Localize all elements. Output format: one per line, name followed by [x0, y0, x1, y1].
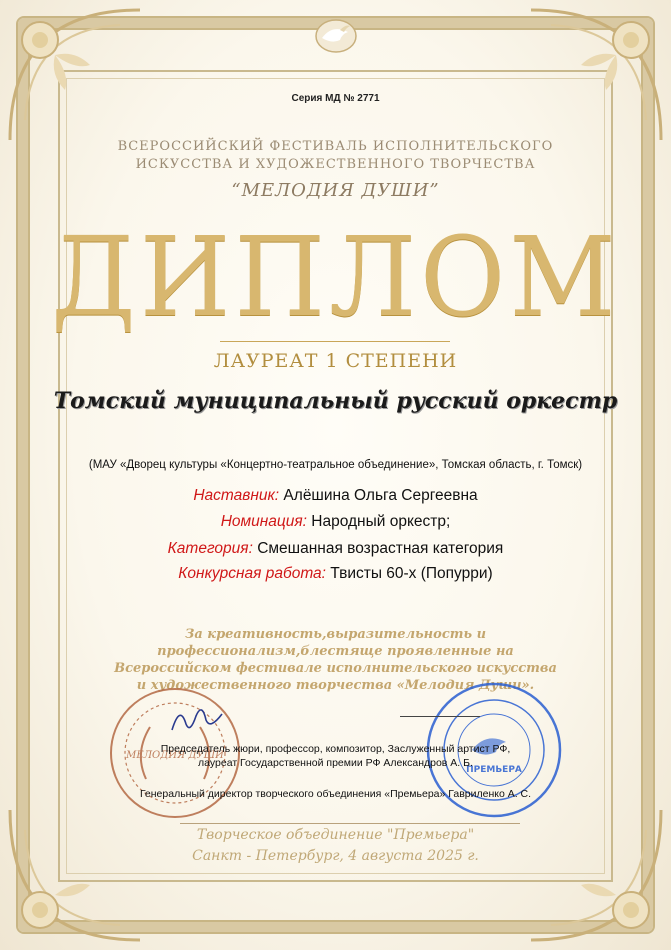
festival-line-2: ИСКУССТВА И ХУДОЖЕСТВЕННОГО ТВОРЧЕСТВА [135, 157, 536, 172]
chair-title: Председатель жюри, профессор, композитор, Заслуженный артист РФ, [160, 743, 511, 755]
recipient-name: Томский муниципальный русский оркестр [53, 388, 618, 414]
field-competition-work [0, 565, 671, 583]
field-category [0, 540, 671, 558]
field-value: Народный оркестр; [306, 513, 451, 530]
festival-name: “МЕЛОДИЯ ДУШИ” [231, 180, 440, 201]
field-label: Наставник: [193, 487, 280, 504]
director-signature: Генеральный директор творческого объединения «Премьера» Гавриленко А. С. [139, 788, 532, 800]
field-mentor [0, 487, 671, 505]
laureate-degree: ЛАУРЕАТ 1 СТЕПЕНИ [213, 350, 458, 372]
field-label: Конкурсная работа: [178, 565, 326, 582]
dove-icon [310, 12, 362, 56]
ornament-corner-top-right [521, 0, 671, 150]
field-value: Алёшина Ольга Сергеевна [279, 487, 478, 504]
field-label: Номинация: [220, 513, 307, 530]
chair-signature-block [0, 742, 671, 770]
signature-chair [168, 700, 228, 740]
field-value: Твисты 60-х (Попурри) [326, 565, 493, 582]
praise-text: За креативность,выразительность и профессионализм,блестяще проявленные на Всероссийском фестивале исполнительского искусства и художественного творчества «Мелодия Души». [114, 627, 557, 693]
recipient-details: (МАУ «Дворец культуры «Концертно-театральное объединение», Томская область, г. Томск) [88, 459, 583, 471]
stamp-text: МЕЛОДИЯ ДУШИ [126, 750, 224, 761]
field-value: Смешанная возрастная категория [252, 540, 504, 557]
footer-place-date: Санкт - Петербург, 4 августа 2025 г. [192, 848, 479, 864]
footer-rule [180, 823, 520, 824]
ornament-corner-bottom-left [0, 800, 150, 950]
diploma-title: ДИПЛОМ [51, 212, 620, 342]
stamp-text: ПРЕМЬЕРА [466, 765, 522, 775]
signature-line [400, 716, 480, 717]
chair-name: лауреат Государственной премии РФ Александров А. Б. [198, 757, 473, 769]
title-rule [220, 341, 450, 342]
festival-line-1: ВСЕРОССИЙСКИЙ ФЕСТИВАЛЬ ИСПОЛНИТЕЛЬСКОГО [117, 139, 554, 154]
ornament-corner-top-left [0, 0, 150, 150]
series-number: Серия МД № 2771 [291, 93, 380, 104]
field-nomination [0, 513, 671, 531]
field-label: Категория: [167, 540, 253, 557]
footer-organization: Творческое объединение "Премьера" [196, 827, 475, 843]
ornament-corner-bottom-right [521, 800, 671, 950]
